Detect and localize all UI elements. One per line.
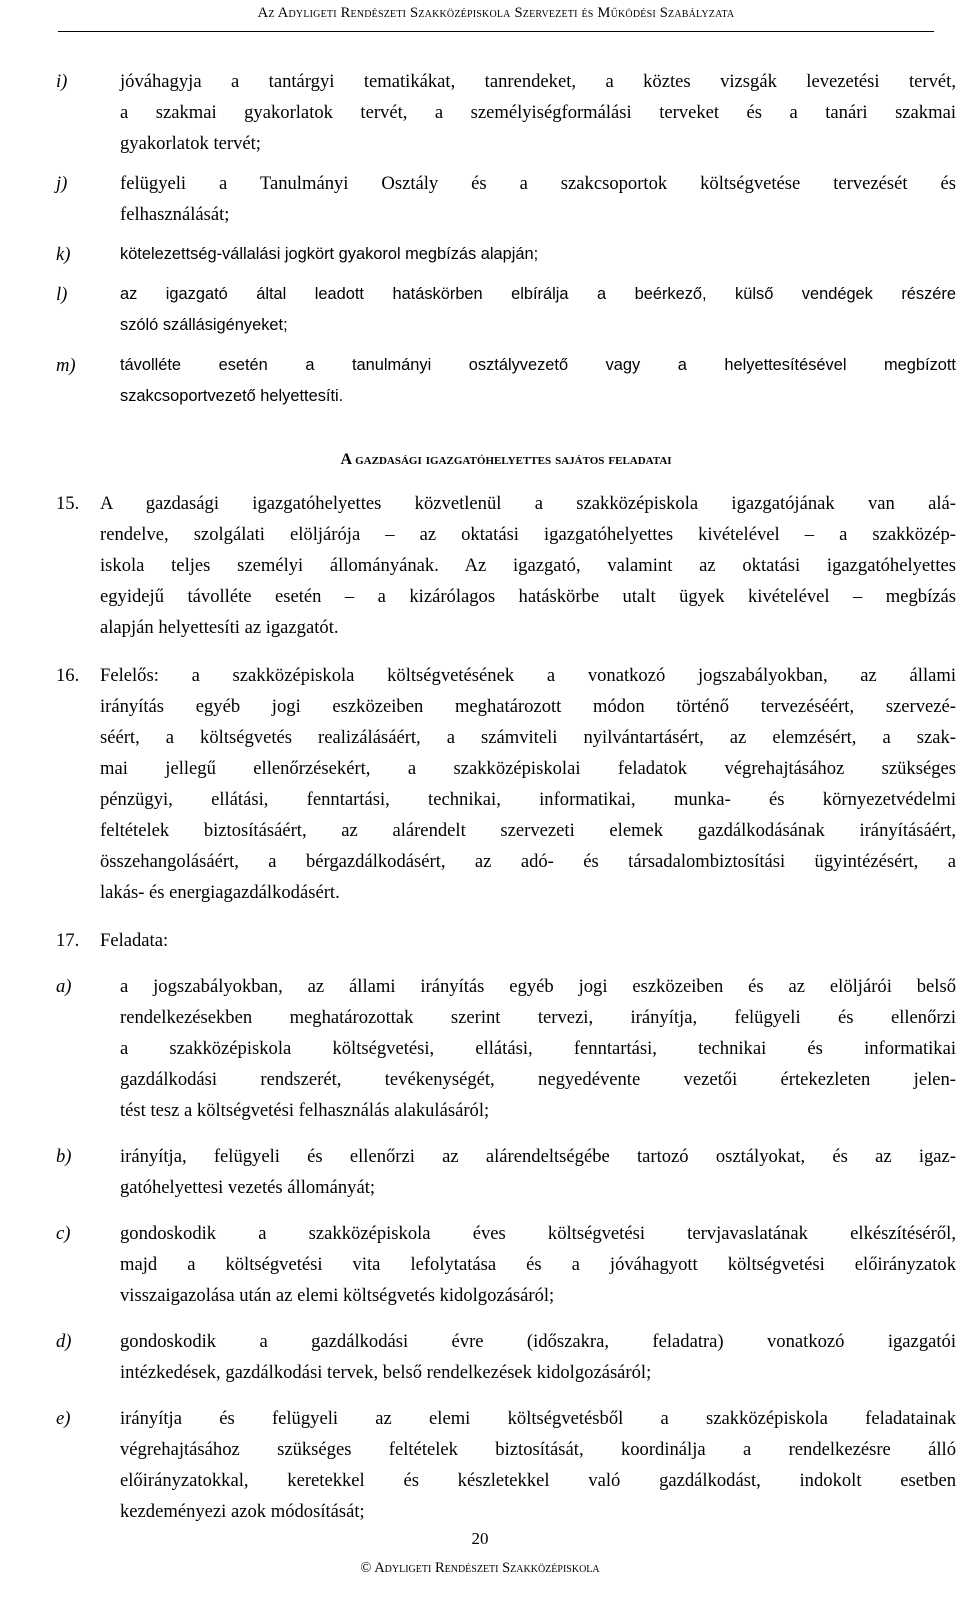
text-line: előirányzatokkal, keretekkel és készletekkel való gazdálkodást, indokolt esetben (120, 1470, 956, 1491)
text-line: kötelezettség-vállalási jogkört gyakorol megbízás alapján; (120, 245, 539, 263)
paragraph-text (100, 488, 956, 643)
text-line: gondoskodik a szakközépiskola éves költségvetési tervjavaslatának elkészítéséről, (120, 1223, 956, 1244)
list-item (56, 1326, 956, 1388)
text-line: a jogszabályokban, az állami irányítás egyéb jogi eszközeiben és az elöljárói belső (120, 976, 956, 997)
text-line: intézkedések, gazdálkodási tervek, belső rendelkezések kidolgozásáról; (120, 1362, 652, 1383)
list-item (56, 1141, 956, 1203)
text-line: kezdeményezi azok módosítását; (120, 1501, 365, 1522)
list-item-label: d) (56, 1331, 72, 1352)
list-item-label: j) (56, 173, 68, 194)
text-line: rendelve, szolgálati elöljárója – az oktatási igazgatóhelyettes kivételével – a szakközép- (100, 524, 956, 545)
page-content (56, 66, 956, 1527)
list-item-label: e) (56, 1408, 71, 1429)
text-line: mai jellegű ellenőrzésekért, a szakközépiskolai feladatok végrehajtásához szükséges (100, 758, 956, 779)
running-header: Az Adyligeti Rendészeti Szakközépiskola Szervezeti és Működési Szabályzata (58, 0, 934, 32)
list-top (56, 66, 956, 412)
list-item (56, 279, 956, 341)
list-item-label: l) (56, 284, 68, 305)
text-line: Felelős: a szakközépiskola költségvetésének a vonatkozó jogszabályokban, az állami (100, 665, 956, 686)
text-line: irányítja, felügyeli és ellenőrzi az alárendeltségébe tartozó osztályokat, és az igaz- (120, 1146, 956, 1167)
text-line: a szakközépiskola költségvetési, ellátási, fenntartási, technikai és informatikai (120, 1038, 956, 1059)
copyright-line: © Adyligeti Rendészeti Szakközépiskola (360, 1560, 600, 1576)
text-line: gyakorlatok tervét; (120, 133, 261, 154)
text-line: irányítja és felügyeli az elemi költségvetésből a szakközépiskola feladatainak (120, 1408, 956, 1429)
text-line: visszaigazolása után az elemi költségvetés kidolgozásáról; (120, 1285, 555, 1306)
page-number: 20 (471, 1529, 489, 1548)
text-line: majd a költségvetési vita lefolytatása és a jóváhagyott költségvetési előirányzatok (120, 1254, 956, 1275)
numbered-paragraphs (56, 488, 956, 956)
text-line: összehangolásáért, a bérgazdálkodásért, az adó- és társadalombiztosítási ügyintézésért, a (100, 851, 956, 872)
paragraph-number: 15. (56, 493, 80, 514)
list-item-text (120, 239, 956, 270)
text-line: jóváhagyja a tantárgyi tematikákat, tanrendeket, a köztes vizsgák levezetési tervét, (120, 71, 956, 92)
text-line: gazdálkodási rendszerét, tevékenységét, negyedévente vezetői értekezleten jelen- (120, 1069, 956, 1090)
text-line: gatóhelyettesi vezetés állományát; (120, 1177, 376, 1198)
section-heading: A gazdasági igazgatóhelyettes sajátos feladatai (340, 451, 672, 468)
text-line: felügyeli a Tanulmányi Osztály és a szakcsoportok költségvetése tervezését és (120, 173, 956, 194)
list-item-label: b) (56, 1146, 72, 1167)
list-item (56, 66, 956, 159)
text-line: az igazgató által leadott hatáskörben elbírálja a beérkező, külső vendégek részére (120, 285, 956, 303)
paragraph-number: 17. (56, 930, 80, 951)
list-item-text (120, 66, 956, 159)
text-line: feltételek biztosításáért, az alárendelt szervezeti elemek gazdálkodásának irányításáért, (100, 820, 956, 841)
text-line: felhasználását; (120, 204, 230, 225)
list-item-label: m) (56, 355, 76, 376)
paragraph-text (100, 660, 956, 908)
text-line: szóló szállásigényeket; (120, 316, 288, 334)
numbered-paragraph (56, 488, 956, 643)
list-item (56, 168, 956, 230)
list-item-text (120, 1141, 956, 1203)
list-item-text (120, 1218, 956, 1311)
numbered-paragraph (56, 660, 956, 908)
text-line: tést tesz a költségvetési felhasználás alakulásáról; (120, 1100, 490, 1121)
page-footer (0, 1529, 960, 1577)
list-item-text (120, 1326, 956, 1388)
text-line: irányítás egyéb jogi eszközeiben meghatározott módon történő tervezéséért, szervezé- (100, 696, 956, 717)
list-item-text (120, 168, 956, 230)
text-line: iskola teljes személyi állományának. Az igazgató, valamint az oktatási igazgatóhelyettes (100, 555, 956, 576)
list-item-text (120, 279, 956, 341)
paragraph-number: 16. (56, 665, 80, 686)
numbered-paragraph (56, 925, 956, 956)
text-line: végrehajtásához szükséges feltételek biztosítását, koordinálja a rendelkezésre álló (120, 1439, 956, 1460)
list-item (56, 1403, 956, 1527)
list-item (56, 1218, 956, 1311)
list-bottom (56, 971, 956, 1527)
list-item-label: k) (56, 244, 71, 265)
text-line: szakcsoportvezető helyettesíti. (120, 387, 344, 405)
list-item-label: a) (56, 976, 72, 997)
list-item-label: c) (56, 1223, 71, 1244)
text-line: pénzügyi, ellátási, fenntartási, technikai, informatikai, munka- és környezetvédelmi (100, 789, 956, 810)
list-item-text (120, 350, 956, 412)
text-line: Feladata: (100, 930, 169, 951)
list-item (56, 239, 956, 270)
list-item-text (120, 971, 956, 1126)
text-line: a szakmai gyakorlatok tervét, a személyiségformálási terveket és a tanári szakmai (120, 102, 956, 123)
list-item-label: i) (56, 71, 68, 92)
text-line: egyidejű távolléte esetén – a kizárólagos hatáskörbe utalt ügyek kivételével – megbízás (100, 586, 956, 607)
text-line: távolléte esetén a tanulmányi osztályvezető vagy a helyettesítésével megbízott (120, 356, 956, 374)
text-line: alapján helyettesíti az igazgatót. (100, 617, 339, 638)
list-item-text (120, 1403, 956, 1527)
paragraph-text (100, 925, 956, 956)
text-line: A gazdasági igazgatóhelyettes közvetlenül a szakközépiskola igazgatójának van alá- (100, 493, 956, 514)
text-line: gondoskodik a gazdálkodási évre (időszakra, feladatra) vonatkozó igazgatói (120, 1331, 956, 1352)
text-line: rendelkezésekben meghatározottak szerint tervezi, irányítja, felügyeli és ellenőrzi (120, 1007, 956, 1028)
text-line: séért, a költségvetés realizálásáért, a számviteli nyilvántartásért, az elemzésért, a szak- (100, 727, 956, 748)
list-item (56, 350, 956, 412)
list-item (56, 971, 956, 1126)
text-line: lakás- és energiagazdálkodásért. (100, 882, 340, 903)
